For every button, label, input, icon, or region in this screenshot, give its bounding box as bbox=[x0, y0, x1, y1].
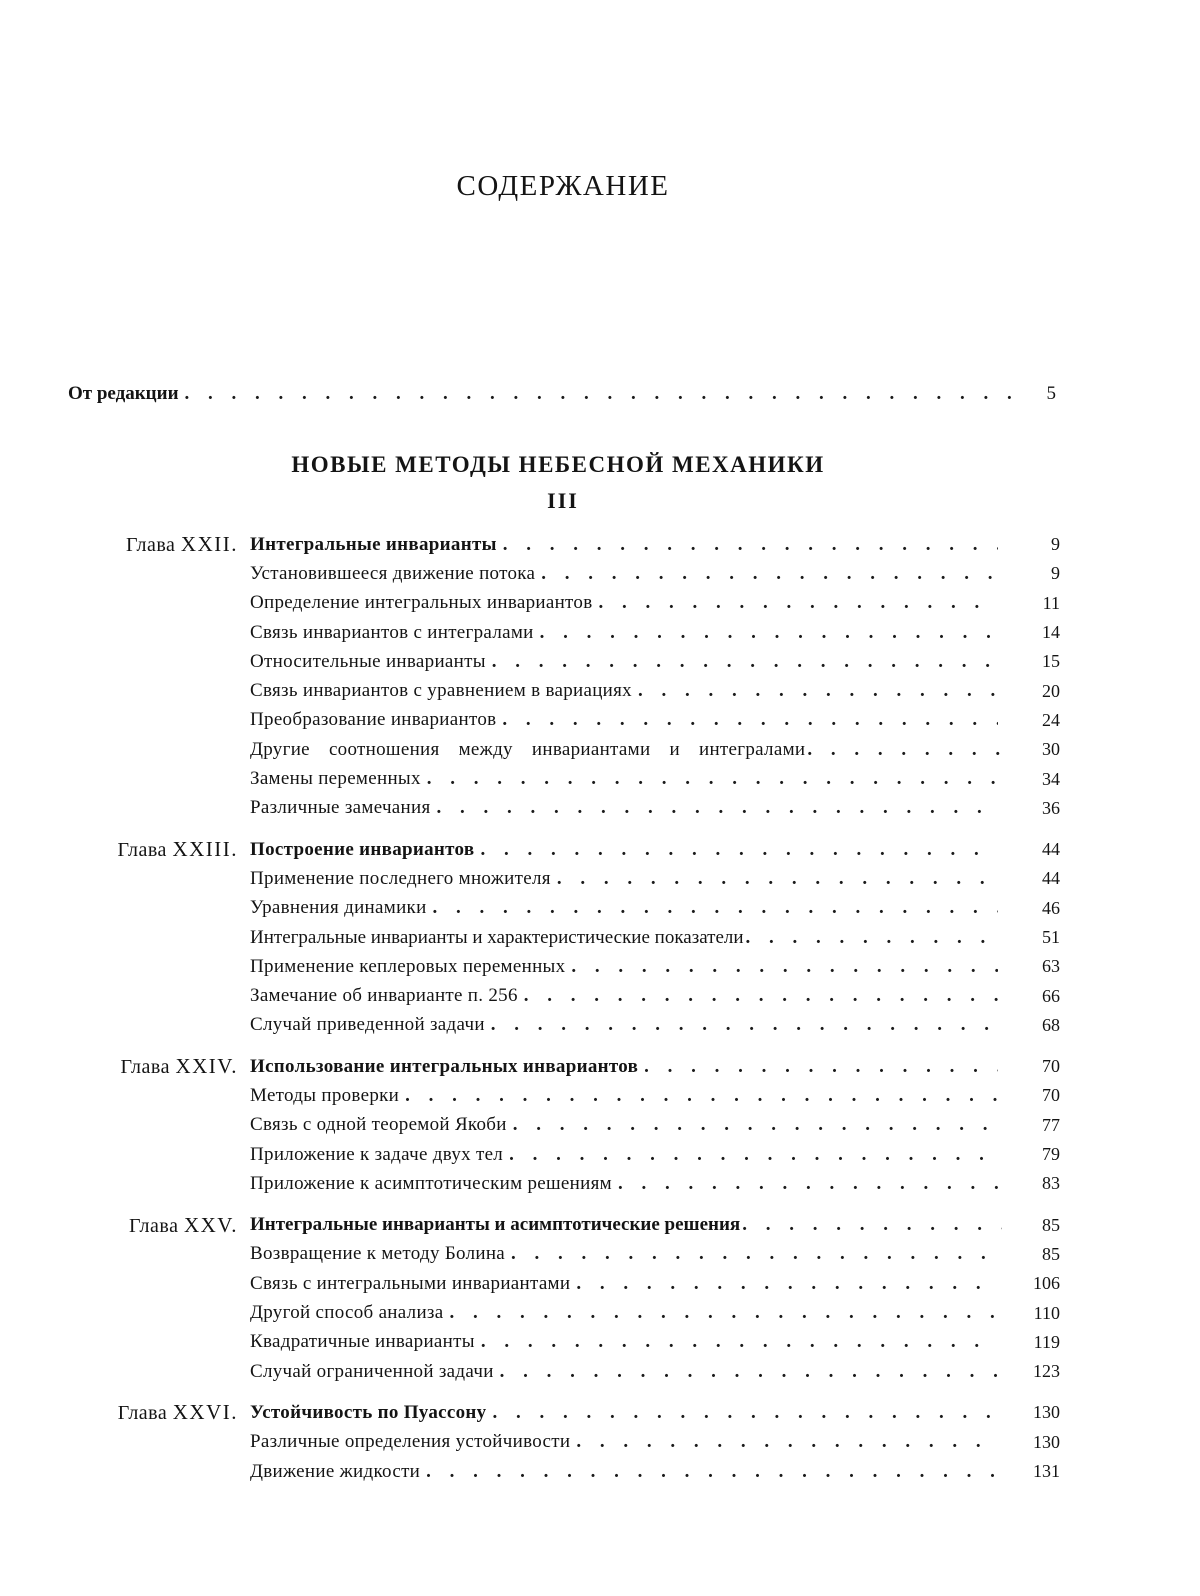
chapter-title: Построение инвариантов bbox=[250, 838, 475, 860]
leader-dots bbox=[502, 709, 998, 731]
chapter-word: Глава bbox=[125, 534, 176, 557]
chapter-label bbox=[0, 532, 250, 557]
toc-entry-text: Другие соотношения между инвариантами и интегралами bbox=[250, 738, 806, 760]
toc-entry-row bbox=[0, 1081, 1200, 1110]
toc-entry-row bbox=[0, 676, 1200, 705]
toc-entry-row bbox=[0, 1240, 1200, 1269]
leader-dots bbox=[405, 1085, 998, 1107]
leader-dots bbox=[513, 1114, 998, 1136]
toc-entry bbox=[250, 897, 1060, 919]
toc-entry bbox=[250, 985, 1060, 1007]
toc-front-matter-row bbox=[68, 375, 1056, 405]
toc-entry-row bbox=[0, 764, 1200, 793]
leader-dots bbox=[644, 1056, 998, 1078]
chapter-title: Устойчивость по Пуассону bbox=[250, 1401, 487, 1423]
toc-page-number: 70 bbox=[1042, 1056, 1060, 1077]
chapter-entry bbox=[250, 534, 1060, 556]
toc-entry-text: Связь с интегральными инвариантами bbox=[250, 1272, 571, 1294]
toc-entry-row bbox=[0, 1011, 1200, 1040]
toc-entry-text: Квадратичные инварианты bbox=[250, 1331, 475, 1353]
toc-entry-text: Преобразование инвариантов bbox=[250, 709, 497, 731]
toc-entry bbox=[250, 592, 1060, 614]
toc-page-number: 130 bbox=[1033, 1431, 1060, 1452]
toc-chapter-row bbox=[0, 835, 1200, 864]
leader-dots bbox=[185, 383, 1020, 405]
leader-dots bbox=[557, 868, 998, 890]
toc-entry-text: Относительные инварианты bbox=[250, 650, 486, 672]
toc-page-number: 46 bbox=[1042, 897, 1060, 918]
leader-dots bbox=[576, 1431, 998, 1453]
leader-dots bbox=[638, 680, 998, 702]
toc-entry-text: Возвращение к методу Болина bbox=[250, 1243, 506, 1265]
toc-entry-row bbox=[0, 647, 1200, 676]
toc-chapter-row bbox=[0, 1052, 1200, 1081]
toc-entry bbox=[250, 1114, 1060, 1136]
toc-entry bbox=[250, 1144, 1060, 1166]
toc-entry bbox=[250, 622, 1060, 644]
toc-entry-row bbox=[0, 1269, 1200, 1298]
toc-entry bbox=[250, 1431, 1060, 1453]
toc-page-number: 85 bbox=[1042, 1243, 1060, 1264]
toc-entry bbox=[250, 1273, 1060, 1295]
chapter-number: XXII. bbox=[180, 532, 238, 557]
chapter-word: Глава bbox=[117, 1402, 168, 1425]
toc-entry-text: Применение кеплеровых переменных bbox=[250, 955, 566, 977]
leader-dots bbox=[571, 956, 998, 978]
table-of-contents bbox=[0, 530, 1200, 1498]
leader-dots bbox=[598, 592, 998, 614]
toc-entry bbox=[250, 1085, 1060, 1107]
leader-dots bbox=[491, 1014, 998, 1036]
toc-page-number: 83 bbox=[1042, 1173, 1060, 1194]
leader-dots bbox=[492, 1402, 998, 1424]
toc-page-number: 44 bbox=[1042, 868, 1060, 889]
toc-entry bbox=[250, 768, 1060, 790]
toc-entry bbox=[250, 927, 1060, 949]
toc-chapter bbox=[0, 1052, 1200, 1198]
leader-dots bbox=[500, 1361, 998, 1383]
chapter-label bbox=[0, 1400, 250, 1425]
toc-page-number: 30 bbox=[1042, 739, 1060, 760]
toc-entry-text: Интегральные инварианты и характеристические показатели bbox=[250, 926, 744, 948]
toc-entry-text: Приложение к асимптотическим решениям bbox=[250, 1172, 612, 1194]
toc-entry-text: Другой способ анализа bbox=[250, 1302, 444, 1324]
toc-page-number: 77 bbox=[1042, 1114, 1060, 1135]
chapter-number: XXVI. bbox=[172, 1400, 238, 1425]
toc-page-number: 123 bbox=[1033, 1361, 1060, 1382]
chapter-title: Интегральные инварианты bbox=[250, 533, 497, 555]
chapter-entry bbox=[250, 1056, 1060, 1078]
toc-entry bbox=[250, 651, 1060, 673]
toc-entry bbox=[250, 1461, 1060, 1483]
toc-entry bbox=[250, 563, 1060, 585]
section-volume: III bbox=[547, 488, 579, 513]
toc-chapter bbox=[0, 1398, 1200, 1486]
toc-entry bbox=[250, 797, 1060, 819]
toc-entry-text: Случай ограниченной задачи bbox=[250, 1360, 494, 1382]
toc-chapter-row bbox=[0, 530, 1200, 559]
toc-page-number: 51 bbox=[1042, 927, 1060, 947]
toc-page-number: 9 bbox=[1051, 534, 1060, 555]
chapter-title: Использование интегральных инвариантов bbox=[250, 1055, 639, 1077]
chapter-number: XXIV. bbox=[175, 1054, 238, 1079]
toc-entry-row bbox=[0, 1357, 1200, 1386]
toc-entry bbox=[250, 1302, 1060, 1324]
toc-chapter-row bbox=[0, 1211, 1200, 1240]
leader-dots bbox=[576, 1273, 998, 1295]
toc-entry-text: Методы проверки bbox=[250, 1084, 400, 1106]
chapter-entry bbox=[250, 1214, 1060, 1236]
chapter-number: XXIII. bbox=[172, 837, 238, 862]
toc-entry-text: Различные определения устойчивости bbox=[250, 1431, 571, 1453]
leader-dots bbox=[509, 1144, 998, 1166]
leader-dots bbox=[437, 797, 998, 819]
toc-page-number: 20 bbox=[1042, 680, 1060, 701]
leader-dots bbox=[427, 768, 998, 790]
toc-entry bbox=[250, 1014, 1060, 1036]
toc-page-number: 36 bbox=[1042, 797, 1060, 818]
toc-entry-row bbox=[0, 1428, 1200, 1457]
toc-page-number: 9 bbox=[1051, 563, 1060, 584]
toc-entry-text: Уравнения динамики bbox=[250, 897, 427, 919]
chapter-word: Глава bbox=[120, 1056, 170, 1079]
toc-page-number: 85 bbox=[1042, 1214, 1060, 1235]
toc-entry-text: Связь с одной теоремой Якоби bbox=[250, 1114, 507, 1136]
toc-page-number: 130 bbox=[1033, 1402, 1060, 1423]
leader-dots bbox=[524, 985, 998, 1007]
toc-entry bbox=[250, 868, 1060, 890]
chapter-entry bbox=[250, 839, 1060, 861]
toc-entry-row bbox=[0, 1169, 1200, 1198]
toc-page-number: 106 bbox=[1033, 1273, 1060, 1294]
toc-entry-row bbox=[0, 559, 1200, 588]
toc-entry-text: Случай приведенной задачи bbox=[250, 1014, 485, 1036]
toc-chapter bbox=[0, 530, 1200, 823]
toc-entry-row bbox=[0, 1111, 1200, 1140]
toc-page-number: 66 bbox=[1042, 985, 1060, 1006]
toc-page-number: 44 bbox=[1042, 839, 1060, 860]
toc-page-number: 70 bbox=[1042, 1085, 1060, 1106]
toc-entry-row bbox=[0, 864, 1200, 893]
toc-page-number: 119 bbox=[1033, 1331, 1060, 1352]
chapter-title: Интегральные инварианты и асимптотические решения bbox=[250, 1214, 741, 1236]
section-title: НОВЫЕ МЕТОДЫ НЕБЕСНОЙ МЕХАНИКИ bbox=[291, 452, 825, 477]
leader-dots bbox=[540, 622, 998, 644]
toc-entry bbox=[250, 1331, 1060, 1353]
toc-entry-row bbox=[0, 894, 1200, 923]
toc-entry bbox=[250, 709, 1060, 731]
toc-entry-row bbox=[0, 1298, 1200, 1327]
leader-dots bbox=[541, 563, 998, 585]
toc-page-number: 11 bbox=[1042, 592, 1060, 613]
chapter-word: Глава bbox=[128, 1214, 179, 1237]
toc-entry-row bbox=[0, 618, 1200, 647]
leader-dots bbox=[481, 1331, 998, 1353]
leader-dots bbox=[742, 1214, 1002, 1236]
toc-entry-text: Применение последнего множителя bbox=[250, 867, 551, 889]
toc-entry-row bbox=[0, 1140, 1200, 1169]
toc-entry-text: Замечание об инварианте п. 256 bbox=[250, 985, 518, 1007]
toc-page-number: 24 bbox=[1042, 709, 1060, 730]
chapter-label bbox=[0, 1213, 250, 1238]
toc-entry bbox=[250, 739, 1060, 761]
toc-entry-row bbox=[0, 589, 1200, 618]
leader-dots bbox=[511, 1243, 998, 1265]
toc-entry-text: Приложение к задаче двух тел bbox=[250, 1143, 504, 1165]
toc-entry-text: Связь инвариантов с уравнением в вариациях bbox=[250, 680, 632, 702]
leader-dots bbox=[449, 1302, 998, 1324]
toc-entry-row bbox=[0, 735, 1200, 764]
toc-entry-row bbox=[0, 981, 1200, 1010]
leader-dots bbox=[480, 839, 998, 861]
toc-chapter bbox=[0, 1211, 1200, 1387]
chapter-label bbox=[0, 1054, 250, 1079]
toc-entry-row bbox=[0, 1457, 1200, 1486]
toc-entry bbox=[250, 1243, 1060, 1265]
toc-entry bbox=[250, 1173, 1060, 1195]
toc-chapter bbox=[0, 835, 1200, 1040]
leader-dots bbox=[433, 897, 998, 919]
toc-entry-row bbox=[0, 794, 1200, 823]
chapter-word: Глава bbox=[117, 839, 167, 862]
toc-entry-row bbox=[0, 706, 1200, 735]
toc-entry bbox=[250, 680, 1060, 702]
toc-entry-row bbox=[0, 1328, 1200, 1357]
leader-dots bbox=[503, 534, 998, 556]
toc-entry bbox=[250, 1361, 1060, 1383]
leader-dots bbox=[492, 651, 998, 673]
toc-entry-row bbox=[0, 952, 1200, 981]
leader-dots bbox=[807, 739, 1002, 761]
toc-page-number: 131 bbox=[1033, 1461, 1060, 1482]
page-title: СОДЕРЖАНИЕ bbox=[456, 170, 670, 202]
chapter-number: XXV. bbox=[183, 1212, 238, 1237]
toc-page-number: 14 bbox=[1042, 622, 1060, 643]
toc-page-number: 79 bbox=[1042, 1144, 1060, 1165]
toc-chapter-row bbox=[0, 1398, 1200, 1427]
toc-entry-text: Различные замечания bbox=[250, 797, 431, 819]
toc-entry bbox=[250, 956, 1060, 978]
leader-dots bbox=[746, 927, 1002, 949]
toc-page-number: 5 bbox=[1046, 383, 1056, 404]
toc-entry-text: Связь инвариантов с интегралами bbox=[250, 621, 534, 643]
toc-entry-row bbox=[0, 923, 1200, 952]
toc-page-number: 15 bbox=[1042, 651, 1060, 672]
chapter-label bbox=[0, 837, 250, 862]
toc-page-number: 68 bbox=[1042, 1014, 1060, 1035]
toc-entry-label: От редакции bbox=[68, 383, 179, 404]
toc-page-number: 34 bbox=[1042, 768, 1060, 789]
leader-dots bbox=[618, 1173, 998, 1195]
toc-entry-text: Замены переменных bbox=[250, 768, 421, 790]
toc-entry-text: Определение интегральных инвариантов bbox=[250, 592, 593, 614]
toc-entry-text: Движение жидкости bbox=[250, 1460, 421, 1482]
toc-page-number: 63 bbox=[1042, 956, 1060, 977]
chapter-entry bbox=[250, 1402, 1060, 1424]
toc-entry-text: Установившееся движение потока bbox=[250, 562, 536, 584]
leader-dots bbox=[426, 1461, 998, 1483]
toc-page-number: 110 bbox=[1033, 1302, 1060, 1323]
